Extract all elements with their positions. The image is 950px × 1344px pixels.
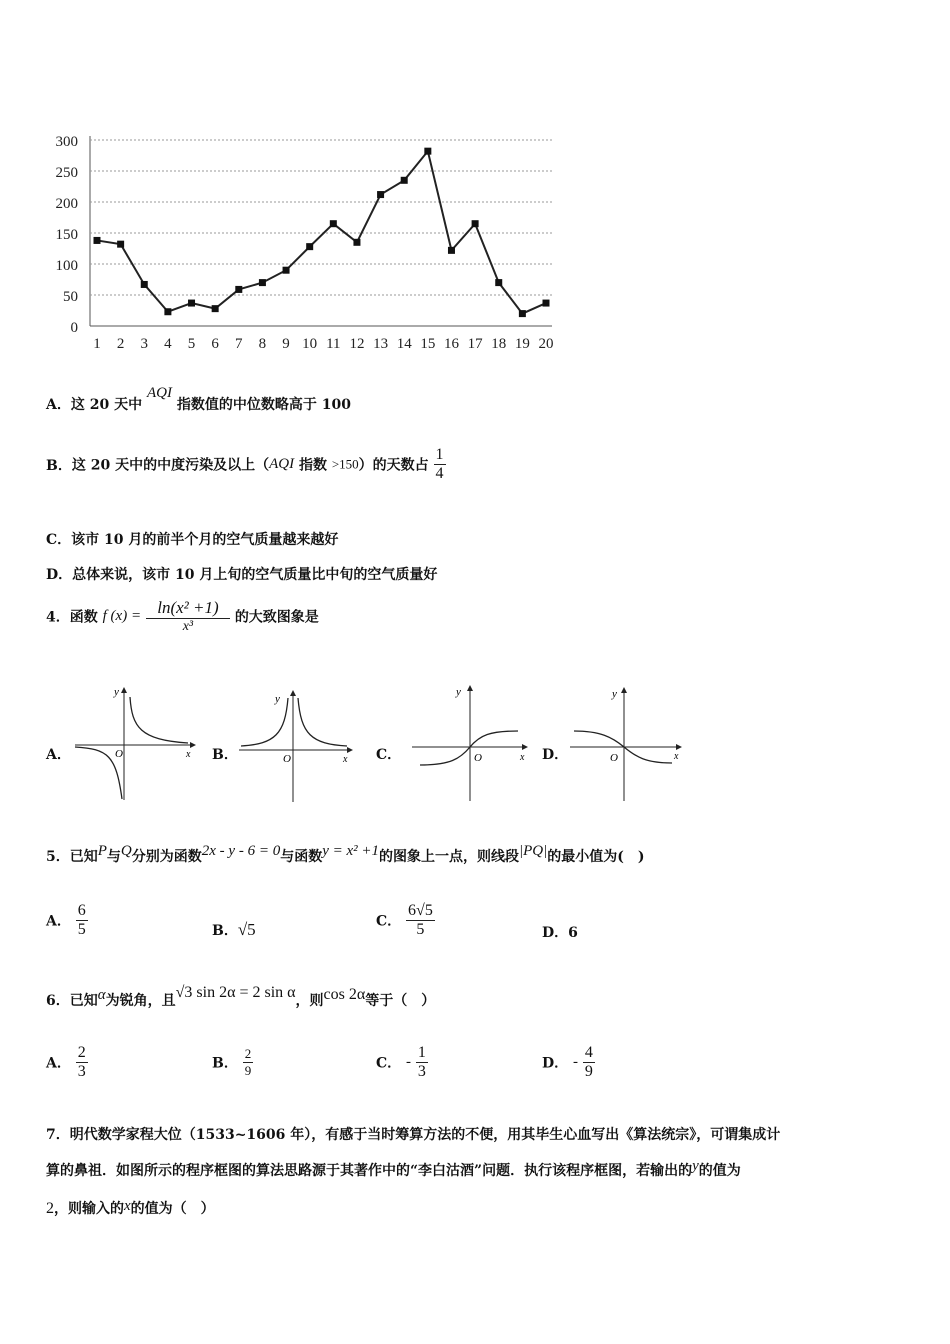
data-point: [306, 243, 313, 250]
y-tick-label: 50: [63, 289, 78, 305]
x-tick-label: 14: [396, 336, 412, 352]
q4-graph-b: [235, 688, 360, 805]
q4-option-b-label: B．: [212, 747, 238, 763]
data-point: [94, 237, 101, 244]
q4-graph-c: [410, 683, 535, 805]
x-tick-label: 9: [282, 336, 290, 352]
x-tick-label: 15: [420, 336, 436, 352]
q4-graph-d: [566, 685, 691, 805]
chart-grid: [90, 136, 552, 326]
data-point: [519, 310, 526, 317]
q6-option-a: A． $\frac{2}{3}$: [46, 1044, 86, 1080]
q6-option-c: C． - $\frac{1}{3}$: [376, 1044, 426, 1080]
series-points: [94, 148, 550, 317]
data-point: [330, 220, 337, 227]
data-point: [235, 286, 242, 293]
q5-option-d: D．6: [542, 925, 578, 941]
data-point: [212, 305, 219, 312]
q4-graph-a: [70, 685, 200, 805]
svg-text:y: y: [612, 688, 617, 700]
chart-x-ticks: [93, 336, 553, 352]
svg-text:O: O: [474, 752, 482, 764]
data-point: [495, 279, 502, 286]
q3-option-c: C．该市 10 月的前半个月的空气质量越来越好: [46, 532, 339, 548]
aqi-line-chart: [40, 128, 570, 360]
data-point: [141, 281, 148, 288]
data-point: [424, 148, 431, 155]
svg-text:O: O: [115, 748, 123, 760]
svg-text:x: x: [520, 752, 525, 763]
svg-text:x: x: [674, 751, 679, 762]
x-tick-label: 3: [140, 336, 149, 352]
x-tick-label: 12: [349, 336, 365, 352]
q3-option-b: B．这 20 天中的中度污染及以上（AQI 指数 >150）的天数占 $\frac{1}{4}$: [46, 446, 444, 482]
svg-text:x: x: [343, 754, 348, 765]
q4-option-c-label: C．: [376, 747, 402, 763]
q6-stem: 6．已知α为锐角，且√3 sin 2α = 2 sin α，则cos 2α等于（ ）: [46, 984, 436, 1009]
q5-option-a: A． $\frac{6}{5}$: [46, 902, 86, 938]
x-tick-label: 13: [373, 336, 389, 352]
q7-line-3: 2，则输入的x的值为（ ）: [46, 1198, 215, 1217]
svg-text:O: O: [283, 753, 291, 765]
x-tick-label: 1: [93, 336, 101, 352]
x-tick-label: 2: [116, 336, 125, 352]
data-point: [377, 191, 384, 198]
x-tick-label: 8: [258, 336, 267, 352]
q3-option-a: A．这 20 天中 AQI 指数值的中位数略高于 100: [46, 385, 351, 413]
data-point: [448, 247, 455, 254]
q6-option-d: D． - $\frac{4}{9}$: [542, 1044, 593, 1080]
x-tick-label: 4: [164, 336, 172, 352]
q3-option-d: D．总体来说，该市 10 月上旬的空气质量比中旬的空气质量好: [46, 567, 438, 583]
data-point: [188, 300, 195, 307]
y-tick-label: 200: [55, 196, 78, 212]
x-tick-label: 16: [443, 336, 459, 352]
data-point: [472, 220, 479, 227]
data-point: [259, 279, 266, 286]
y-tick-label: 0: [70, 320, 78, 336]
svg-text:y: y: [275, 693, 280, 705]
data-point: [401, 177, 408, 184]
data-point: [543, 300, 550, 307]
data-point: [353, 239, 360, 246]
q4-option-a-label: A．: [46, 747, 71, 763]
data-point: [117, 241, 124, 248]
q5-option-c: C． $\frac{6√5}{5}$: [376, 902, 433, 938]
svg-text:O: O: [610, 752, 618, 764]
x-tick-label: 17: [467, 336, 483, 352]
q5-stem: 5．已知P与Q分别为函数2x - y - 6 = 0与函数y = x² +1的图象上一点，则线段|PQ|的最小值为( ): [46, 843, 645, 865]
q4-fraction: $\frac{\text{ln(x² +1)}}{\text{x³}}$: [146, 598, 230, 635]
data-point: [283, 267, 290, 274]
q7-line-1: 7．明代数学家程大位（1533~1606 年），有感于当时筹算方法的不便，用其毕生心血写出《算法统宗》，可谓集成计: [46, 1127, 781, 1143]
x-tick-label: 7: [235, 336, 243, 352]
x-tick-label: 19: [514, 336, 530, 352]
chart-y-ticks: [56, 134, 79, 336]
y-tick-label: 300: [55, 134, 78, 150]
x-tick-label: 10: [302, 336, 318, 352]
svg-text:x: x: [186, 749, 191, 760]
q6-option-b: B． $\frac{2}{9}$: [212, 1046, 252, 1078]
y-tick-label: 100: [55, 258, 78, 274]
y-tick-label: 150: [55, 227, 78, 243]
x-tick-label: 20: [538, 336, 554, 352]
svg-text:y: y: [114, 686, 119, 698]
x-tick-label: 11: [326, 336, 341, 352]
q4-stem: 4．函数 f (x) = $\frac{\text{ln(x² +1)}}{\text{x³}}$ 的大致图象是: [46, 598, 319, 634]
q7-line-2: 算的鼻祖．如图所示的程序框图的算法思路源于其著作中的“李白沽酒”问题．执行该程序框图，若输出的y的值为: [46, 1158, 741, 1179]
x-tick-label: 6: [211, 336, 219, 352]
svg-text:y: y: [456, 686, 461, 698]
x-tick-label: 18: [491, 336, 507, 352]
q4-option-d-label: D．: [542, 747, 569, 763]
data-point: [164, 308, 171, 315]
series-line: [97, 151, 546, 313]
q5-option-b: B．√5: [212, 920, 256, 939]
x-tick-label: 5: [187, 336, 196, 352]
fraction-one-quarter: $\frac{1}{4}$: [435, 446, 444, 482]
y-tick-label: 250: [55, 165, 78, 181]
